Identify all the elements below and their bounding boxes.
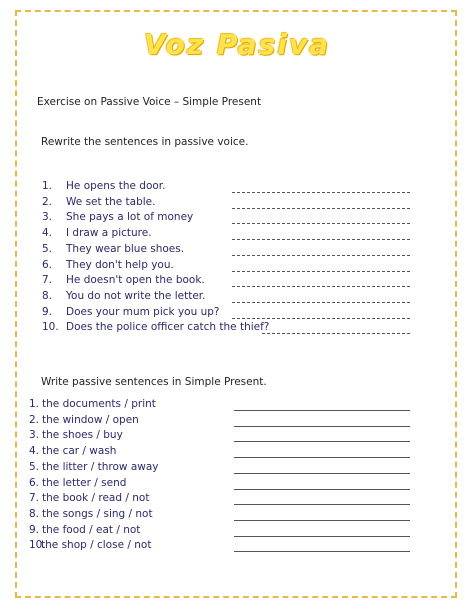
item-number: 4.: [29, 445, 40, 458]
exercise2-item: [29, 477, 126, 489]
exercise1-item: [42, 306, 219, 318]
item-number: 2.: [29, 413, 40, 426]
answer-line[interactable]: [232, 192, 410, 193]
exercise1-item: [42, 196, 155, 208]
exercise2-item: [29, 539, 151, 551]
item-number: 4.: [42, 227, 53, 240]
answer-line[interactable]: [234, 520, 410, 521]
item-number: 3.: [42, 211, 53, 224]
item-number: 1.: [42, 180, 53, 192]
answer-line[interactable]: [234, 536, 410, 537]
item-prompt: the shop / close / not: [41, 539, 152, 552]
item-number: 2.: [42, 195, 53, 208]
item-prompt: the documents / print: [42, 398, 156, 410]
item-prompt: the litter / throw away: [42, 460, 159, 473]
item-number: 7.: [29, 492, 40, 505]
item-sentence: You do not write the letter.: [66, 289, 206, 302]
exercise1-item: [42, 290, 205, 302]
item-sentence: He opens the door.: [66, 180, 166, 192]
item-number: 8.: [42, 289, 53, 302]
item-sentence: We set the table.: [66, 195, 156, 208]
item-prompt: the songs / sing / not: [42, 507, 153, 520]
answer-line[interactable]: [234, 457, 410, 458]
item-prompt: the shoes / buy: [42, 429, 123, 442]
answer-line[interactable]: [232, 318, 410, 319]
answer-line[interactable]: [232, 286, 410, 287]
answer-line[interactable]: [232, 255, 410, 256]
answer-line[interactable]: [234, 551, 410, 552]
item-number: 3.: [29, 429, 40, 442]
item-number: 6.: [42, 258, 53, 271]
item-sentence: Does your mum pick you up?: [66, 305, 220, 318]
answer-line[interactable]: [232, 208, 410, 209]
answer-line[interactable]: [232, 302, 410, 303]
item-number: 10.: [42, 321, 59, 334]
item-number: 9.: [29, 523, 40, 536]
exercise1-item: [42, 259, 174, 271]
answer-line[interactable]: [234, 441, 410, 442]
item-prompt: the food / eat / not: [42, 523, 141, 536]
item-number: 5.: [29, 460, 40, 473]
item-number: 10.: [29, 539, 46, 552]
item-number: 5.: [42, 242, 53, 255]
exercise2-item: [29, 508, 153, 520]
section2-instruction: Write passive sentences in Simple Present.: [41, 376, 267, 388]
exercise2-item: [29, 398, 156, 410]
answer-line[interactable]: [232, 239, 410, 240]
item-sentence: He doesn't open the book.: [66, 274, 205, 287]
exercise1-item: [42, 274, 205, 286]
exercise1-item: [42, 243, 184, 255]
answer-line[interactable]: [234, 504, 410, 505]
item-number: 1.: [29, 398, 40, 410]
exercise1-item: [42, 321, 269, 333]
answer-line[interactable]: [232, 271, 410, 272]
exercise2-item: [29, 445, 116, 457]
exercise-heading: Exercise on Passive Voice – Simple Present: [37, 96, 262, 108]
exercise1-item: [42, 227, 152, 239]
item-number: 9.: [42, 305, 53, 318]
answer-line[interactable]: [234, 426, 410, 427]
item-sentence: She pays a lot of money: [66, 211, 194, 224]
answer-line[interactable]: [234, 410, 410, 411]
answer-line[interactable]: [234, 473, 410, 474]
exercise2-item: [29, 524, 140, 536]
item-number: 7.: [42, 274, 53, 287]
item-number: 8.: [29, 507, 40, 520]
item-sentence: Does the police officer catch the thief?: [66, 321, 270, 334]
exercise2-item: [29, 492, 149, 504]
exercise1-item: [42, 211, 193, 223]
item-prompt: the window / open: [42, 413, 139, 426]
item-sentence: They don't help you.: [66, 258, 174, 271]
item-number: 6.: [29, 476, 40, 489]
exercise2-item: [29, 414, 139, 426]
exercise1-item: [42, 180, 165, 192]
section1-instruction: Rewrite the sentences in passive voice.: [41, 136, 249, 148]
item-prompt: the letter / send: [42, 476, 127, 489]
answer-line[interactable]: [262, 333, 410, 334]
item-sentence: They wear blue shoes.: [66, 242, 185, 255]
exercise2-item: [29, 461, 159, 473]
answer-line[interactable]: [234, 489, 410, 490]
item-prompt: the car / wash: [42, 445, 117, 458]
exercise2-item: [29, 429, 123, 441]
answer-line[interactable]: [232, 223, 410, 224]
page-title: Voz Pasiva: [144, 28, 330, 61]
item-sentence: I draw a picture.: [66, 227, 152, 240]
item-prompt: the book / read / not: [42, 492, 150, 505]
